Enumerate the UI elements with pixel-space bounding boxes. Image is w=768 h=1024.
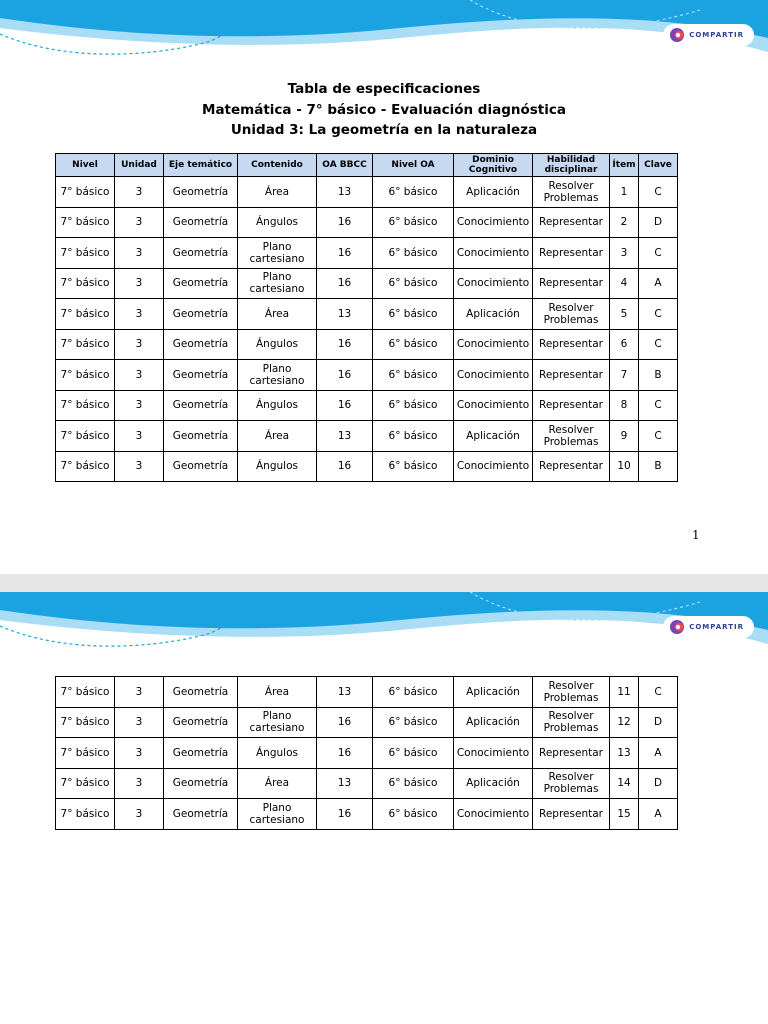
cell-oa-bbcc: 16 — [317, 451, 373, 482]
cell-eje-tematico: Geometría — [164, 738, 238, 769]
cell-nivel-oa: 6° básico — [373, 738, 454, 769]
cell-clave: C — [639, 677, 678, 708]
cell-eje-tematico: Geometría — [164, 707, 238, 738]
cell-oa-bbcc: 16 — [317, 360, 373, 391]
cell-contenido: Ángulos — [238, 451, 317, 482]
header-item: Ítem — [610, 154, 639, 177]
cell-dominio-cognitivo: Conocimiento — [454, 738, 533, 769]
cell-nivel-oa: 6° básico — [373, 768, 454, 799]
cell-eje-tematico: Geometría — [164, 677, 238, 708]
cell-nivel: 7° básico — [56, 677, 115, 708]
cell-oa-bbcc: 13 — [317, 768, 373, 799]
cell-eje-tematico: Geometría — [164, 360, 238, 391]
cell-nivel: 7° básico — [56, 360, 115, 391]
cell-contenido: Área — [238, 677, 317, 708]
cell-contenido: Ángulos — [238, 207, 317, 238]
cell-contenido: Área — [238, 768, 317, 799]
cell-contenido: Plano cartesiano — [238, 707, 317, 738]
cell-contenido: Plano cartesiano — [238, 238, 317, 269]
cell-dominio-cognitivo: Aplicación — [454, 177, 533, 208]
cell-dominio-cognitivo: Conocimiento — [454, 799, 533, 830]
header-eje-tematico: Eje temático — [164, 154, 238, 177]
cell-item: 4 — [610, 268, 639, 299]
header-nivel-oa: Nivel OA — [373, 154, 454, 177]
table-row — [56, 799, 678, 830]
table-row — [56, 207, 678, 238]
cell-clave: C — [639, 421, 678, 452]
cell-clave: C — [639, 299, 678, 330]
cell-nivel: 7° básico — [56, 207, 115, 238]
cell-nivel-oa: 6° básico — [373, 268, 454, 299]
cell-habilidad-disciplinar: Resolver Problemas — [533, 677, 610, 708]
cell-unidad: 3 — [115, 268, 164, 299]
cell-dominio-cognitivo: Conocimiento — [454, 451, 533, 482]
cell-oa-bbcc: 16 — [317, 707, 373, 738]
title-line-2: Matemática - 7° básico - Evaluación diagnóstica — [202, 101, 566, 118]
cell-habilidad-disciplinar: Representar — [533, 738, 610, 769]
cell-nivel-oa: 6° básico — [373, 360, 454, 391]
compartir-logo-icon — [669, 619, 685, 635]
cell-dominio-cognitivo: Aplicación — [454, 299, 533, 330]
cell-nivel: 7° básico — [56, 707, 115, 738]
cell-item: 11 — [610, 677, 639, 708]
cell-dominio-cognitivo: Aplicación — [454, 677, 533, 708]
table-row — [56, 238, 678, 269]
cell-nivel: 7° básico — [56, 768, 115, 799]
cell-clave: B — [639, 451, 678, 482]
compartir-logo — [663, 616, 754, 638]
cell-eje-tematico: Geometría — [164, 207, 238, 238]
cell-clave: D — [639, 207, 678, 238]
cell-unidad: 3 — [115, 799, 164, 830]
cell-oa-bbcc: 16 — [317, 390, 373, 421]
title-line-1: Tabla de especificaciones — [287, 81, 481, 97]
table-row — [56, 299, 678, 330]
cell-habilidad-disciplinar: Representar — [533, 207, 610, 238]
cell-clave: C — [639, 177, 678, 208]
table-row — [56, 738, 678, 769]
cell-oa-bbcc: 13 — [317, 421, 373, 452]
table-body-page-2 — [56, 677, 678, 830]
cell-eje-tematico: Geometría — [164, 177, 238, 208]
header-unidad: Unidad — [115, 154, 164, 177]
cell-item: 7 — [610, 360, 639, 391]
cell-clave: B — [639, 360, 678, 391]
cell-dominio-cognitivo: Conocimiento — [454, 268, 533, 299]
cell-habilidad-disciplinar: Resolver Problemas — [533, 299, 610, 330]
cell-item: 8 — [610, 390, 639, 421]
cell-eje-tematico: Geometría — [164, 238, 238, 269]
cell-dominio-cognitivo: Aplicación — [454, 421, 533, 452]
cell-oa-bbcc: 16 — [317, 738, 373, 769]
cell-item: 1 — [610, 177, 639, 208]
cell-unidad: 3 — [115, 207, 164, 238]
table-body-page-1 — [56, 177, 678, 482]
table-row — [56, 360, 678, 391]
cell-dominio-cognitivo: Conocimiento — [454, 207, 533, 238]
cell-oa-bbcc: 16 — [317, 329, 373, 360]
header-dominio-cognitivo: Dominio Cognitivo — [454, 154, 533, 177]
title-line-3: Unidad 3: La geometría en la naturaleza — [230, 122, 538, 138]
header-oa-bbcc: OA BBCC — [317, 154, 373, 177]
cell-contenido: Plano cartesiano — [238, 268, 317, 299]
cell-item: 2 — [610, 207, 639, 238]
compartir-logo — [663, 24, 754, 46]
cell-nivel-oa: 6° básico — [373, 799, 454, 830]
cell-unidad: 3 — [115, 360, 164, 391]
cell-item: 5 — [610, 299, 639, 330]
cell-eje-tematico: Geometría — [164, 421, 238, 452]
cell-clave: A — [639, 799, 678, 830]
cell-eje-tematico: Geometría — [164, 799, 238, 830]
cell-nivel-oa: 6° básico — [373, 207, 454, 238]
cell-item: 15 — [610, 799, 639, 830]
cell-eje-tematico: Geometría — [164, 299, 238, 330]
cell-habilidad-disciplinar: Representar — [533, 390, 610, 421]
cell-contenido: Ángulos — [238, 738, 317, 769]
cell-eje-tematico: Geometría — [164, 451, 238, 482]
cell-oa-bbcc: 16 — [317, 238, 373, 269]
cell-contenido: Plano cartesiano — [238, 360, 317, 391]
cell-nivel: 7° básico — [56, 299, 115, 330]
header-nivel: Nivel — [56, 154, 115, 177]
cell-habilidad-disciplinar: Representar — [533, 238, 610, 269]
cell-nivel-oa: 6° básico — [373, 329, 454, 360]
cell-oa-bbcc: 13 — [317, 177, 373, 208]
cell-eje-tematico: Geometría — [164, 390, 238, 421]
cell-item: 10 — [610, 451, 639, 482]
table-row — [56, 268, 678, 299]
document-page-2 — [0, 592, 768, 1024]
cell-habilidad-disciplinar: Resolver Problemas — [533, 768, 610, 799]
cell-habilidad-disciplinar: Resolver Problemas — [533, 177, 610, 208]
table-row — [56, 390, 678, 421]
table-row — [56, 768, 678, 799]
cell-unidad: 3 — [115, 299, 164, 330]
cell-dominio-cognitivo: Conocimiento — [454, 238, 533, 269]
cell-nivel-oa: 6° básico — [373, 451, 454, 482]
cell-habilidad-disciplinar: Representar — [533, 268, 610, 299]
cell-unidad: 3 — [115, 177, 164, 208]
cell-nivel: 7° básico — [56, 390, 115, 421]
cell-contenido: Ángulos — [238, 390, 317, 421]
cell-contenido: Área — [238, 177, 317, 208]
cell-clave: A — [639, 738, 678, 769]
cell-item: 14 — [610, 768, 639, 799]
cell-oa-bbcc: 13 — [317, 677, 373, 708]
cell-habilidad-disciplinar: Resolver Problemas — [533, 707, 610, 738]
cell-nivel-oa: 6° básico — [373, 177, 454, 208]
header-contenido: Contenido — [238, 154, 317, 177]
cell-clave: A — [639, 268, 678, 299]
document-titles — [0, 80, 768, 142]
cell-item: 9 — [610, 421, 639, 452]
cell-contenido: Plano cartesiano — [238, 799, 317, 830]
cell-unidad: 3 — [115, 707, 164, 738]
page-number: 1 — [692, 528, 700, 542]
cell-dominio-cognitivo: Conocimiento — [454, 329, 533, 360]
cell-unidad: 3 — [115, 768, 164, 799]
specifications-table — [55, 153, 678, 482]
compartir-logo-icon — [669, 27, 685, 43]
cell-habilidad-disciplinar: Resolver Problemas — [533, 421, 610, 452]
table-row — [56, 451, 678, 482]
cell-nivel: 7° básico — [56, 268, 115, 299]
cell-eje-tematico: Geometría — [164, 329, 238, 360]
cell-contenido: Área — [238, 299, 317, 330]
cell-nivel-oa: 6° básico — [373, 299, 454, 330]
cell-nivel: 7° básico — [56, 177, 115, 208]
cell-nivel-oa: 6° básico — [373, 238, 454, 269]
cell-nivel: 7° básico — [56, 329, 115, 360]
table-row — [56, 707, 678, 738]
cell-habilidad-disciplinar: Representar — [533, 360, 610, 391]
cell-habilidad-disciplinar: Representar — [533, 329, 610, 360]
cell-nivel-oa: 6° básico — [373, 677, 454, 708]
cell-item: 12 — [610, 707, 639, 738]
cell-item: 6 — [610, 329, 639, 360]
header-banner — [0, 592, 768, 667]
cell-clave: C — [639, 329, 678, 360]
cell-oa-bbcc: 16 — [317, 799, 373, 830]
cell-unidad: 3 — [115, 390, 164, 421]
cell-nivel: 7° básico — [56, 238, 115, 269]
cell-clave: D — [639, 707, 678, 738]
cell-clave: C — [639, 238, 678, 269]
cell-eje-tematico: Geometría — [164, 768, 238, 799]
cell-dominio-cognitivo: Conocimiento — [454, 390, 533, 421]
cell-item: 3 — [610, 238, 639, 269]
cell-nivel: 7° básico — [56, 451, 115, 482]
cell-nivel: 7° básico — [56, 421, 115, 452]
cell-dominio-cognitivo: Aplicación — [454, 707, 533, 738]
cell-contenido: Ángulos — [238, 329, 317, 360]
cell-oa-bbcc: 13 — [317, 299, 373, 330]
cell-habilidad-disciplinar: Representar — [533, 799, 610, 830]
table-row — [56, 677, 678, 708]
cell-dominio-cognitivo: Aplicación — [454, 768, 533, 799]
table-row — [56, 421, 678, 452]
cell-unidad: 3 — [115, 677, 164, 708]
cell-oa-bbcc: 16 — [317, 268, 373, 299]
table-header-row — [56, 154, 678, 177]
table-row — [56, 329, 678, 360]
cell-unidad: 3 — [115, 238, 164, 269]
cell-unidad: 3 — [115, 421, 164, 452]
cell-nivel: 7° básico — [56, 738, 115, 769]
cell-nivel-oa: 6° básico — [373, 390, 454, 421]
cell-item: 13 — [610, 738, 639, 769]
cell-oa-bbcc: 16 — [317, 207, 373, 238]
cell-nivel: 7° básico — [56, 799, 115, 830]
cell-nivel-oa: 6° básico — [373, 707, 454, 738]
table-row — [56, 177, 678, 208]
cell-unidad: 3 — [115, 451, 164, 482]
cell-contenido: Área — [238, 421, 317, 452]
specifications-table-continued — [55, 676, 678, 830]
cell-nivel-oa: 6° básico — [373, 421, 454, 452]
cell-clave: D — [639, 768, 678, 799]
cell-unidad: 3 — [115, 329, 164, 360]
cell-habilidad-disciplinar: Representar — [533, 451, 610, 482]
cell-eje-tematico: Geometría — [164, 268, 238, 299]
logo-text: COMPARTIR — [689, 623, 744, 631]
cell-unidad: 3 — [115, 738, 164, 769]
header-banner — [0, 0, 768, 75]
logo-text: COMPARTIR — [689, 31, 744, 39]
header-habilidad-disciplinar: Habilidad disciplinar — [533, 154, 610, 177]
cell-dominio-cognitivo: Conocimiento — [454, 360, 533, 391]
cell-clave: C — [639, 390, 678, 421]
header-clave: Clave — [639, 154, 678, 177]
